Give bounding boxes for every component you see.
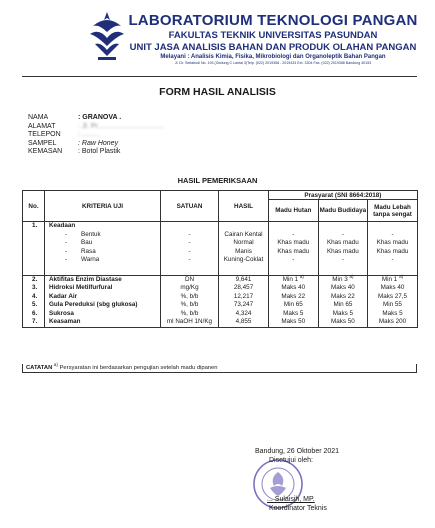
requirement-cell: Min 55 [383,301,402,308]
requirement-cell: Khas madu [326,247,359,255]
result-cell: Kuning-Coklat [223,256,264,263]
requirement-cell: - [292,230,295,238]
requirement-cell: Maks 40 [330,284,355,291]
address-line: Jl. Dr. Setiabudi No. 193 (Gedung C Lantai 3)Telp. (022) 2019358 - 2019433 Ext. 3304 Fax. (022) 2019358 Bandung 40153 [174,61,372,65]
result-cell: 4,855 [235,318,252,325]
result-cell: 12,217 [233,292,254,300]
col-header-unit: SATUAN [161,191,219,222]
result-cell: 9,641 [235,275,252,283]
row-number: 4. [32,292,38,300]
requirement-cell: Maks 5 [283,309,304,317]
note-label: CATATAN [26,365,53,371]
header-divider [22,76,417,77]
table-row: 1. Keadaan - Bentuk - Bau - Rasa - Warna - - - - Cairan Kental Normal Manis Kuning-Coklat - Khas madu Khas madu - - Khas madu Khas madu - - Khas madu Khas madu - [23,222,418,276]
col-header-forest-honey: Madu Hutan [269,200,319,222]
requirement-cell: Khas madu [376,247,409,255]
results-table [22,190,418,328]
form-title: FORM HASIL ANALISIS [159,86,276,98]
signer-role: Koordinator Teknis [269,505,327,512]
note-mark: a) [299,273,304,279]
col-header-stingless-honey: Madu Lebah tanpa sengat [368,200,418,222]
row-number: 2. [32,275,38,283]
requirement-cell: Min 1 [381,275,398,283]
requirement-cell: - [391,256,394,263]
requirement-cell: Maks 22 [330,292,355,300]
criteria-sub-item: Warna [81,256,100,263]
result-cell: Normal [233,239,254,246]
note-mark: a) [53,362,58,368]
place-date: Bandung, 26 Oktober 2021 [255,448,340,455]
requirement-cell: Maks 40 [281,284,306,291]
row-number: 3. [32,284,38,291]
criteria-label: Hidroksi Metilfurfural [49,284,113,291]
unit-cell: %, b/b [180,309,199,317]
unit-cell: mg/Kg [180,284,199,291]
result-cell: Manis [235,247,252,255]
info-value: : Botol Plastik [78,148,121,156]
unit-cell: %, b/b [180,292,199,300]
client-info [28,114,164,157]
info-value: : Raw Honey [78,139,119,147]
requirement-cell: Maks 22 [281,292,306,300]
info-row-phone [28,131,164,140]
info-key: ALAMAT [28,122,56,130]
unit-cell: - [188,247,191,255]
criteria-sub-item: Rasa [81,247,96,255]
result-cell: 73,247 [233,301,254,308]
requirement-cell: Min 1 [282,275,299,283]
criteria-label: Sukrosa [49,309,74,317]
info-row-sample [28,140,164,149]
criteria-label: Keadaan [49,222,76,229]
requirement-cell: Khas madu [277,239,310,246]
approval-label: Disetujui oleh: [269,457,313,464]
info-row-packaging [28,148,164,157]
letterhead [128,12,418,65]
criteria-label: Aktifitas Enzim Diastase [49,275,122,283]
row-number: 1. [32,222,38,229]
info-value: : Jl. Pr.................................. [78,122,164,130]
signature-block [255,447,339,513]
unit-cell: ml NaOH 1N/Kg [166,318,213,325]
signer-name: ... Sulaisih, MP. [267,496,315,503]
requirement-cell: Maks 5 [332,309,354,317]
criteria-sub-item: Bentuk [81,230,101,238]
requirement-cell: Khas madu [277,247,310,255]
requirement-cell: - [391,230,394,238]
lab-title: LABORATORIUM TEKNOLOGI PANGAN [128,12,418,29]
faculty-name: FAKULTAS TEKNIK UNIVERSITAS PASUNDAN [168,30,378,41]
unit-cell: %, b/b [180,301,199,308]
unit-name: UNIT JASA ANALISIS BAHAN DAN PRODUK OLAHAN PANGAN [129,42,417,53]
requirement-cell: Min 3 [332,275,348,283]
requirement-cell: Min 65 [333,301,353,308]
requirement-cell: Khas madu [326,239,359,246]
unit-cell: DN [184,275,195,283]
col-header-requirements: Prasyarat (SNI 8664:2018) [269,191,418,200]
info-key: SAMPEL [28,139,57,147]
criteria-label: Kadar Air [49,292,78,300]
note-text: Persyaratan ini berdasarkan pengujian setelah madu dipanen [59,365,218,371]
requirement-cell: Maks 27,5 [377,292,408,300]
note-mark: a) [399,273,404,279]
requirement-cell: - [341,256,344,263]
unit-cell: - [188,239,191,246]
info-key: NAMA [28,114,49,121]
criteria-label: Keasaman [49,318,81,325]
info-row-name [28,114,164,123]
result-cell: 28,457 [233,284,254,291]
requirement-cell: Maks 50 [281,318,306,325]
info-value: : GRANOVA . [78,114,122,121]
info-value: : ......... [78,131,100,139]
row-number: 7. [32,318,38,325]
university-logo-icon [87,10,127,64]
result-cell: 4,324 [235,309,252,317]
requirement-cell: Maks 200 [378,318,407,325]
info-key: KEMASAN [28,148,63,156]
criteria-sub-item: Bau [81,239,93,246]
services-line: Melayani : Analisis Kimia, Fisika, Mikrobiologi dan Organoleptik Bahan Pangan [160,54,386,60]
col-header-result: HASIL [219,191,269,222]
col-header-farmed-honey: Madu Budidaya [318,200,368,222]
requirement-cell: Maks 40 [380,284,405,291]
table-row [23,275,418,327]
unit-cell: - [188,256,191,263]
col-header-no: No. [23,191,45,222]
info-row-address [28,123,164,132]
requirement-cell: Min 65 [283,301,303,308]
requirement-cell: Khas madu [376,239,409,246]
requirement-cell: - [292,256,295,263]
requirement-cell: - [341,230,344,238]
row-number: 6. [32,309,38,317]
col-header-criteria: KRITERIA UJI [45,191,161,222]
criteria-label: Gula Pereduksi (sbg glukosa) [49,301,138,308]
unit-cell: - [188,230,191,238]
table-title: HASIL PEMERIKSAAN [177,176,258,185]
requirement-cell: Maks 5 [382,309,403,317]
table-note [22,364,417,373]
note-mark: a) [349,273,354,279]
row-number: 5. [32,301,38,308]
requirement-cell: Maks 50 [330,318,355,325]
info-key: TELEPON [28,131,61,139]
result-cell: Cairan Kental [224,230,263,238]
